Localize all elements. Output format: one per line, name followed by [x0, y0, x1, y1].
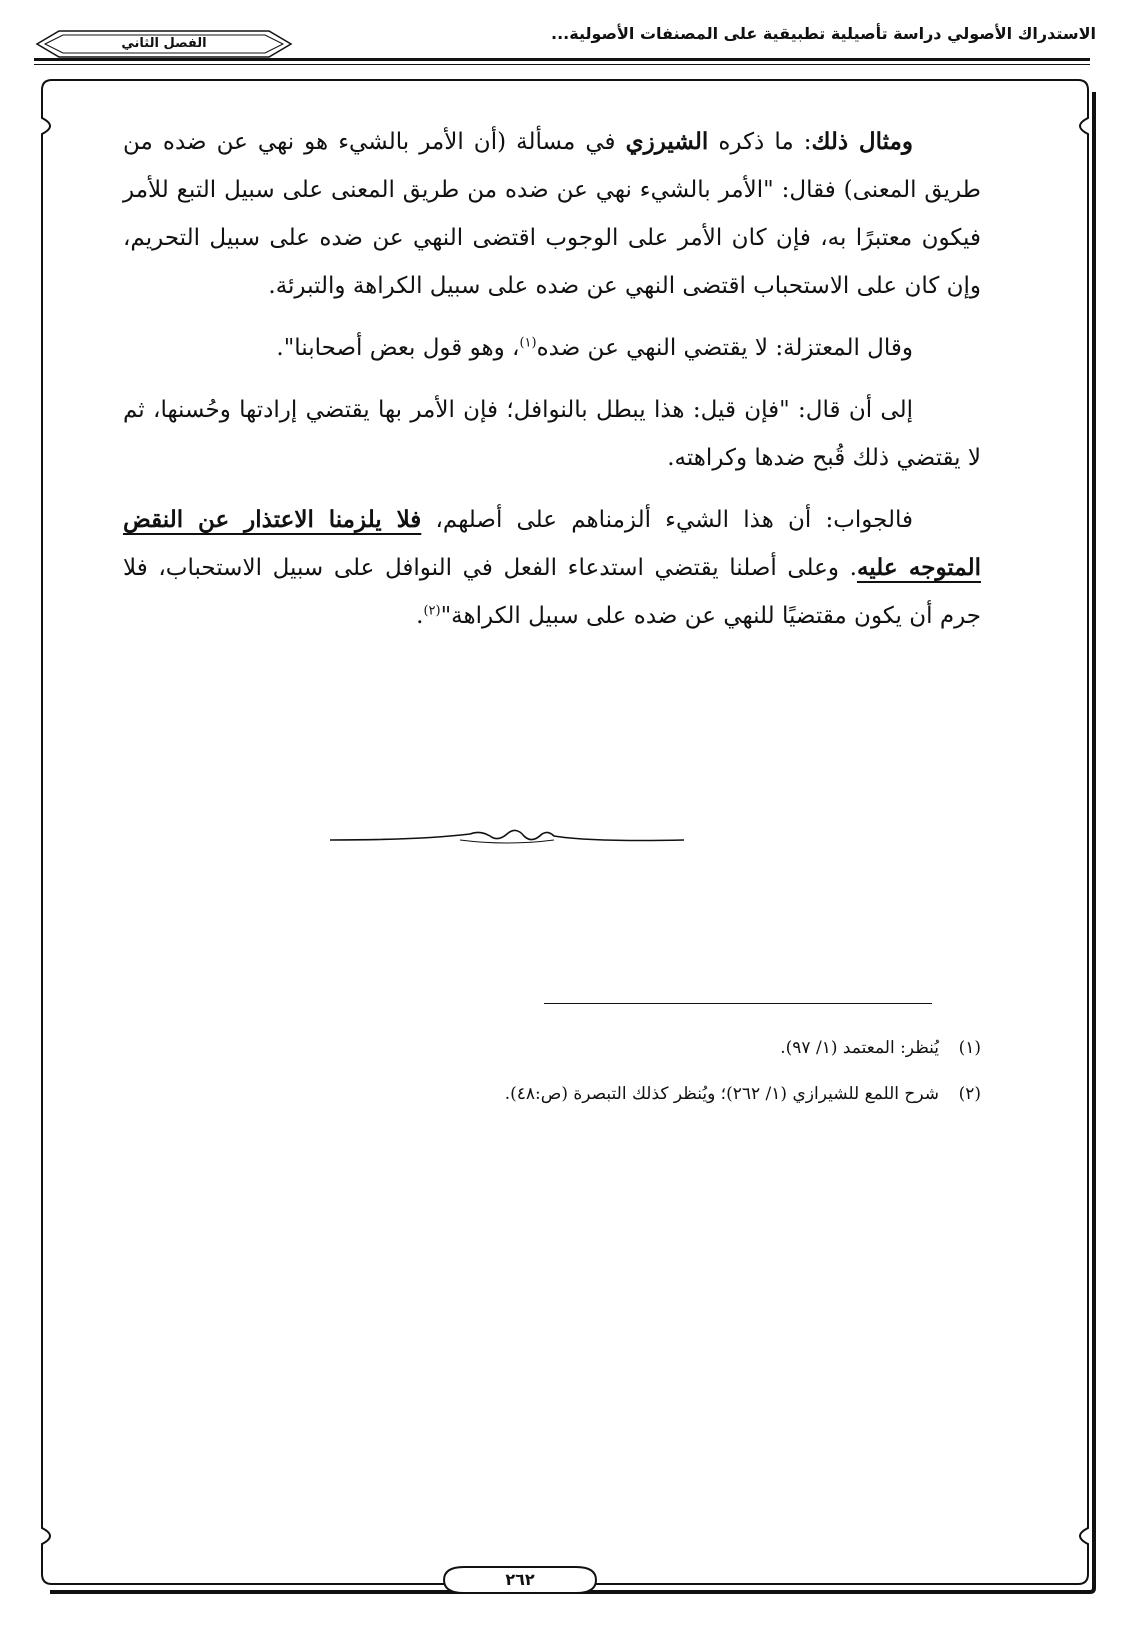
- footnote-number: (١): [958, 1038, 981, 1058]
- paragraph-4-b: . وعلى أصلنا يقتضي استدعاء الفعل في النوافل على سبيل الاستحباب، فلا جرم أن يكون مقتضيًا للنهي عن ضده على سبيل الكراهة": [123, 555, 981, 629]
- footnote-separator: [544, 1003, 932, 1004]
- paragraph-1: [123, 118, 981, 310]
- footnote-1: [123, 1036, 981, 1060]
- page-header: [0, 0, 1121, 70]
- chapter-label: الفصل الثاني: [121, 36, 207, 51]
- paragraph-4: [123, 496, 981, 640]
- main-text: [123, 118, 981, 654]
- paragraph-1-b: في مسألة (أن الأمر بالشيء هو نهي عن ضده من طريق المعنى) فقال: "الأمر بالشيء نهي عن ضده من طريق المعنى على سبيل التبع للأمر فيكون معتبرًا به، فإن كان الأمر على الوجوب اقتضى النهي عن ضده على سبيل التحريم، وإن كان على الاستحباب اقتضى النهي عن ضده على سبيل الكراهة والتبرئة.: [123, 129, 981, 299]
- emphasis-text-2: المتوجه عليه: [856, 554, 981, 581]
- footnote-2: [123, 1082, 981, 1106]
- emphasis-text: فلا يلزمنا الاعتذار عن النقض: [123, 506, 422, 533]
- footnotes: [123, 1036, 981, 1128]
- header-rule: [34, 58, 1090, 65]
- book-title: الاستدراك الأصولي دراسة تأصيلية تطبيقية على المصنفات الأصولية...: [551, 24, 1096, 43]
- example-lead: ومثال ذلك: [811, 128, 913, 155]
- page-number: ٢٦٢: [505, 1570, 535, 1589]
- paragraph-2-tail: ، وهو قول بعض أصحابنا".: [276, 335, 520, 361]
- author-name: الشيرزي: [625, 128, 709, 155]
- paragraph-1-a: : ما ذكره: [708, 129, 812, 155]
- paragraph-4-end: .: [416, 603, 424, 629]
- page-number-badge: [440, 1563, 600, 1597]
- paragraph-4-a: فالجواب: أن هذا الشيء ألزمناهم على أصلهم،: [421, 507, 913, 533]
- footnote-number: (٢): [958, 1084, 981, 1104]
- footnote-ref-1[interactable]: (١): [519, 335, 537, 351]
- paragraph-2-text: وقال المعتزلة: لا يقتضي النهي عن ضده: [536, 335, 913, 361]
- footnote-text: شرح اللمع للشيرازي (١/ ٢٦٢)؛ ويُنظر كذلك التبصرة (ص:٤٨).: [504, 1084, 939, 1104]
- footnote-text: يُنظر: المعتمد (١/ ٩٧).: [780, 1038, 939, 1058]
- footnote-ref-2[interactable]: (٢): [423, 603, 441, 619]
- chapter-badge: [35, 26, 293, 62]
- ornament-divider: [330, 818, 684, 858]
- paragraph-3: إلى أن قال: "فإن قيل: هذا يبطل بالنوافل؛ فإن الأمر بها يقتضي إرادتها وحُسنها، ثم لا يقتضي ذلك قُبح ضدها وكراهته.: [123, 397, 981, 471]
- paragraph-2: [123, 324, 981, 372]
